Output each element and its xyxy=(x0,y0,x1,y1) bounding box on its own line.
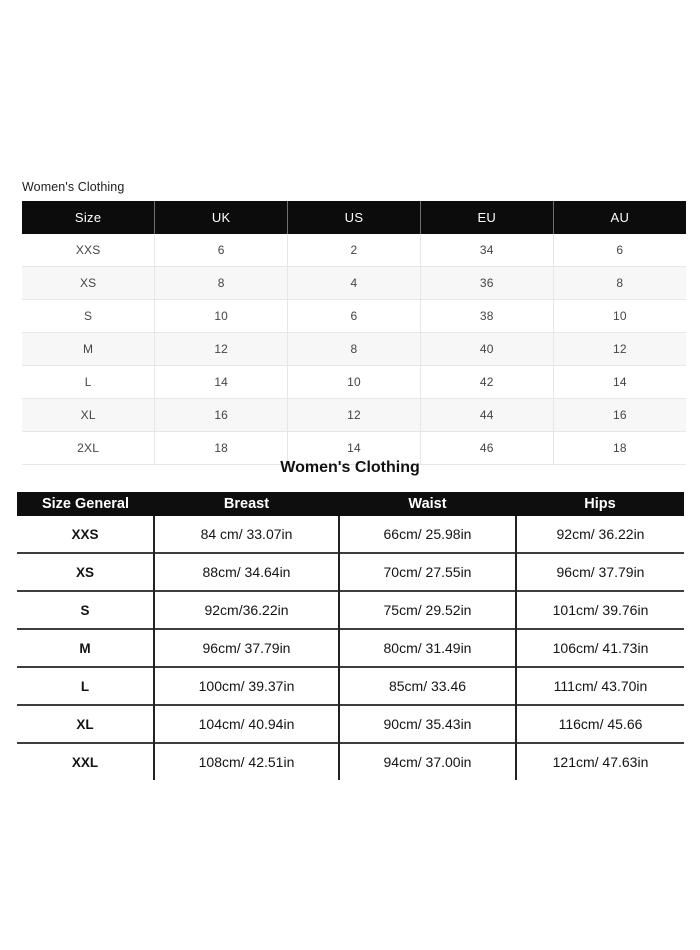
international-size-table xyxy=(22,201,686,465)
header-row xyxy=(22,201,686,234)
value-cell: 4 xyxy=(288,267,421,300)
value-cell: 12 xyxy=(155,333,288,366)
size-label-cell: XXS xyxy=(71,526,99,542)
header-row xyxy=(17,492,684,516)
value-cell: 8 xyxy=(155,267,288,300)
size-label-cell: XS xyxy=(17,553,154,591)
international-size-table-body xyxy=(22,234,686,465)
value-cell: 18 xyxy=(553,432,686,465)
value-cell: 80cm/ 31.49in xyxy=(339,629,516,667)
value-cell: 16 xyxy=(155,399,288,432)
value-cell: 8 xyxy=(288,333,421,366)
table1-header-eu: EU xyxy=(420,201,553,234)
value-cell: 101cm/ 39.76in xyxy=(516,591,684,629)
value-cell: 94cm/ 37.00in xyxy=(339,743,516,780)
value-cell: 92cm/36.22in xyxy=(154,591,339,629)
value-cell: 84 cm/ 33.07in xyxy=(154,516,339,553)
size-label-cell: 2XL xyxy=(22,432,155,465)
table-row xyxy=(17,629,684,667)
value-cell: 90cm/ 35.43in xyxy=(339,705,516,743)
table-row xyxy=(17,667,684,705)
size-label-cell: S xyxy=(22,300,155,333)
value-cell: 14 xyxy=(288,432,421,465)
table-row xyxy=(22,333,686,366)
value-cell: 85cm/ 33.46 xyxy=(339,667,516,705)
size-label-cell: XXS xyxy=(22,234,155,267)
value-cell: 121cm/ 47.63in xyxy=(516,743,684,780)
value-cell: 12 xyxy=(288,399,421,432)
measurement-size-table-header xyxy=(17,492,684,516)
value-cell: 38 xyxy=(420,300,553,333)
value-cell: 14 xyxy=(553,366,686,399)
value-cell: 46 xyxy=(420,432,553,465)
value-cell: 100cm/ 39.37in xyxy=(154,667,339,705)
table1-header-us: US xyxy=(288,201,421,234)
value-cell: 8 xyxy=(553,267,686,300)
value-cell: 111cm/ 43.70in xyxy=(516,667,684,705)
international-size-table-header xyxy=(22,201,686,234)
value-cell: 40 xyxy=(420,333,553,366)
value-cell: 96cm/ 37.79in xyxy=(516,553,684,591)
value-cell: 12 xyxy=(553,333,686,366)
size-label-cell: XL xyxy=(17,705,154,743)
table-row xyxy=(22,366,686,399)
value-cell: 75cm/ 29.52in xyxy=(339,591,516,629)
measurement-size-table-body xyxy=(17,516,684,780)
size-label-cell: XL xyxy=(22,399,155,432)
value-cell: 2 xyxy=(288,234,421,267)
size-label-cell: L xyxy=(22,366,155,399)
table2-title: Women's Clothing xyxy=(280,459,420,476)
table1-title: Women's Clothing xyxy=(22,180,125,194)
value-cell: 96cm/ 37.79in xyxy=(154,629,339,667)
table1-header-size: Size xyxy=(22,201,155,234)
table-row xyxy=(22,399,686,432)
value-cell: 92cm/ 36.22in xyxy=(516,516,684,553)
table-row xyxy=(17,553,684,591)
measurement-size-table xyxy=(17,492,684,780)
table-row xyxy=(17,743,684,780)
size-label-cell: M xyxy=(22,333,155,366)
size-label-cell: L xyxy=(17,667,154,705)
table2-header-breast: Breast xyxy=(154,492,339,516)
table-row xyxy=(22,300,686,333)
size-label-cell: M xyxy=(17,629,154,667)
size-label-cell: XXL xyxy=(17,743,154,780)
value-cell: 42 xyxy=(420,366,553,399)
value-cell: 104cm/ 40.94in xyxy=(154,705,339,743)
size-label-cell: S xyxy=(17,591,154,629)
value-cell: 14 xyxy=(155,366,288,399)
value-cell: 10 xyxy=(553,300,686,333)
value-cell: 10 xyxy=(288,366,421,399)
table-row xyxy=(22,234,686,267)
value-cell: 116cm/ 45.66 xyxy=(516,705,684,743)
table-row xyxy=(17,516,684,553)
table2-header-size-general: Size General xyxy=(17,492,154,516)
value-cell: 36 xyxy=(420,267,553,300)
value-cell: 18 xyxy=(155,432,288,465)
table1-header-uk: UK xyxy=(155,201,288,234)
value-cell: 6 xyxy=(155,234,288,267)
value-cell: 66cm/ 25.98in xyxy=(339,516,516,553)
table-row xyxy=(17,705,684,743)
value-cell: 44 xyxy=(420,399,553,432)
table-row xyxy=(22,267,686,300)
value-cell: 108cm/ 42.51in xyxy=(154,743,339,780)
value-cell: 70cm/ 27.55in xyxy=(339,553,516,591)
value-cell: 88cm/ 34.64in xyxy=(154,553,339,591)
value-cell: 6 xyxy=(288,300,421,333)
table1-header-au: AU xyxy=(553,201,686,234)
value-cell: 6 xyxy=(553,234,686,267)
table2-header-hips: Hips xyxy=(516,492,684,516)
value-cell: 10 xyxy=(155,300,288,333)
table-row xyxy=(17,591,684,629)
table2-header-waist: Waist xyxy=(339,492,516,516)
value-cell: 16 xyxy=(553,399,686,432)
value-cell: 106cm/ 41.73in xyxy=(516,629,684,667)
size-label-cell: XS xyxy=(22,267,155,300)
value-cell: 34 xyxy=(420,234,553,267)
